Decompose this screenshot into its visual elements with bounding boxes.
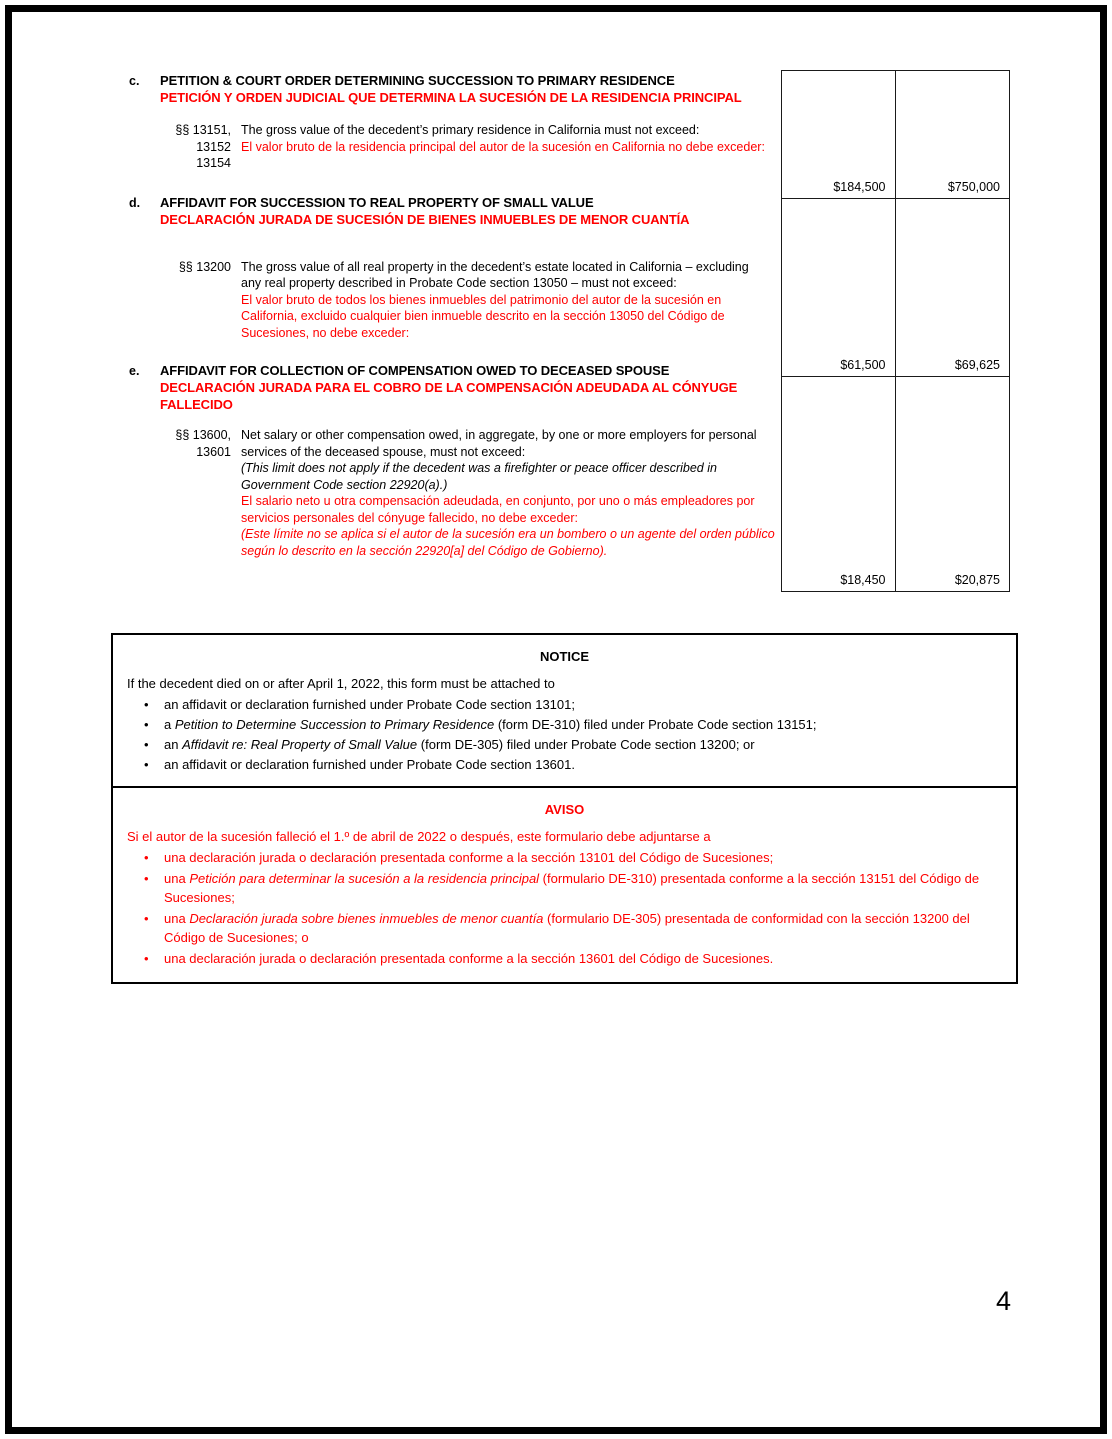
list-item-pre: an — [164, 737, 183, 752]
statute-ref-line: §§ 13600, — [175, 428, 231, 442]
table-row — [782, 71, 1009, 199]
list-item-italic: Petición para determinar la sucesión a la residencia principal — [189, 870, 540, 886]
list-item — [127, 755, 1002, 774]
bullet-icon: • — [144, 870, 149, 886]
notice-pane — [113, 635, 1016, 786]
statute-refs-c — [129, 122, 241, 172]
list-item — [127, 735, 1002, 754]
notice-lead: If the decedent died on or after April 1, 2022, this form must be attached to — [127, 676, 555, 691]
bullet-icon: • — [144, 850, 149, 865]
statute-ref-line: §§ 13200 — [178, 259, 231, 274]
table-row — [782, 199, 1009, 377]
item-title-es-c: PETICIÓN Y ORDEN JUDICIAL QUE DETERMINA LA SUCESIÓN DE LA RESIDENCIA PRINCIPAL — [160, 90, 742, 105]
list-item-italic: Declaración jurada sobre bienes inmuebles de menor cuantía — [189, 910, 544, 926]
description-es-note: (Este límite no se aplica si el autor de la sucesión era un bombero o un agente del orden público según lo descrito en la sección 22920[a] del Código de Gobierno). — [241, 527, 775, 558]
amount-cell-e-col1: $18,450 — [782, 377, 896, 591]
description-en: The gross value of the decedent’s primary residence in California must not exceed: — [241, 123, 700, 137]
list-item-pre: an affidavit or declaration furnished under Probate Code section 13601. — [164, 757, 575, 772]
amount-cell-c-col2: $750,000 — [947, 180, 1000, 194]
description-es: El valor bruto de todos los bienes inmuebles del patrimonio del autor de la sucesión en California, excluido cualquier bien inmueble descrito en la sección 13050 del Código de Sucesiones, no debe exceder: — [241, 292, 725, 340]
statute-refs-d — [129, 259, 241, 276]
item-description-d — [241, 259, 771, 342]
list-item — [127, 715, 1002, 734]
list-item-pre: una declaración jurada o declaración presentada conforme a la sección 13601 del Código de Sucesiones. — [164, 950, 774, 966]
item-description-c — [241, 122, 771, 155]
list-item-pre: una — [164, 870, 190, 886]
item-title-en-d: AFFIDAVIT FOR SUCCESSION TO REAL PROPERTY OF SMALL VALUE — [160, 194, 594, 210]
page-content — [12, 12, 1100, 1427]
item-letter-e: e. — [129, 364, 140, 378]
bullet-icon: • — [144, 910, 149, 926]
statute-ref-line: 13154 — [196, 156, 231, 170]
item-headings — [160, 72, 770, 106]
item-letter-d: d. — [129, 195, 141, 210]
list-item-italic: Petition to Determine Succession to Primary Residence — [174, 717, 495, 732]
list-item-post: (formulario DE-310) presentada conforme a la sección 13151 del Código de Sucesiones; — [164, 870, 980, 905]
item-title-en-c: PETITION & COURT ORDER DETERMINING SUCCESSION TO PRIMARY RESIDENCE — [160, 73, 675, 88]
description-es: El valor bruto de la residencia principal del autor de la sucesión en California no debe exceder: — [241, 139, 765, 154]
list-item — [127, 695, 1002, 714]
item-headings — [160, 194, 770, 228]
notice-list — [127, 695, 1002, 774]
statute-ref-line: 13152 — [196, 139, 231, 154]
aviso-pane — [113, 786, 1016, 982]
aviso-lead: Si el autor de la sucesión falleció el 1.º de abril de 2022 o después, este formulario debe adjuntarse a — [127, 829, 711, 844]
item-title-es-d: DECLARACIÓN JURADA DE SUCESIÓN DE BIENES INMUEBLES DE MENOR CUANTÍA — [160, 211, 690, 227]
statute-refs-e — [129, 427, 241, 460]
statute-ref-line: 13601 — [196, 444, 231, 459]
page-number: 4 — [995, 1286, 1011, 1316]
amount-limits-table — [781, 70, 1010, 592]
item-title-es-e: DECLARACIÓN JURADA PARA EL COBRO DE LA COMPENSACIÓN ADEUDADA AL CÓNYUGE FALLECIDO — [160, 380, 738, 412]
table-row — [782, 377, 1009, 592]
amount-cell-d-col1: $61,500 — [782, 199, 896, 376]
list-item — [127, 869, 1002, 908]
list-item-italic: Affidavit re: Real Property of Small Value — [182, 737, 418, 752]
list-item-post: (form DE-305) filed under Probate Code section 13200; or — [417, 737, 755, 752]
notice-aviso-box — [111, 633, 1018, 984]
list-item-post: (form DE-310) filed under Probate Code section 13151; — [494, 717, 817, 732]
description-en: The gross value of all real property in the decedent’s estate located in California – excluding any real property described in Probate Code section 13050 – must not exceed: — [241, 259, 749, 290]
page-frame — [5, 5, 1107, 1434]
notice-title: NOTICE — [539, 649, 590, 664]
description-en: Net salary or other compensation owed, in aggregate, by one or more employers for personal services of the deceased spouse, must not exceed: — [241, 428, 757, 459]
list-item — [127, 909, 1002, 948]
list-item — [127, 949, 1002, 969]
bullet-icon: • — [144, 950, 149, 966]
statute-ref-line: §§ 13151, — [175, 123, 231, 137]
list-item — [127, 848, 1002, 868]
list-item-post: (formulario DE-305) presentada de conformidad con la sección 13200 del Código de Sucesiones; o — [164, 910, 970, 945]
item-title-en-e: AFFIDAVIT FOR COLLECTION OF COMPENSATION OWED TO DECEASED SPOUSE — [160, 363, 670, 378]
list-item-pre: an affidavit or declaration furnished under Probate Code section 13101; — [164, 697, 575, 712]
bullet-icon: • — [144, 717, 149, 732]
description-en-note: (This limit does not apply if the decedent was a firefighter or peace officer described in Government Code section 22920(a).) — [241, 461, 717, 492]
item-headings — [160, 362, 770, 413]
amount-cell-c-col1: $184,500 — [782, 71, 896, 198]
bullet-icon: • — [144, 737, 149, 752]
aviso-title: AVISO — [544, 802, 585, 817]
description-es: El salario neto u otra compensación adeudada, en conjunto, por uno o más empleadores por servicios personales del cónyuge fallecido, no debe exceder: — [241, 494, 755, 525]
item-description-e — [241, 427, 781, 559]
item-letter-c: c. — [129, 74, 140, 88]
amount-cell-d-col2: $69,625 — [954, 358, 1000, 372]
aviso-list — [127, 848, 1002, 968]
list-item-pre: a — [164, 717, 175, 732]
bullet-icon: • — [144, 697, 149, 712]
list-item-pre: una — [164, 910, 190, 926]
bullet-icon: • — [144, 757, 149, 772]
amount-cell-e-col2: $20,875 — [954, 573, 1000, 587]
list-item-pre: una declaración jurada o declaración presentada conforme a la sección 13101 del Código de Sucesiones; — [164, 850, 774, 865]
